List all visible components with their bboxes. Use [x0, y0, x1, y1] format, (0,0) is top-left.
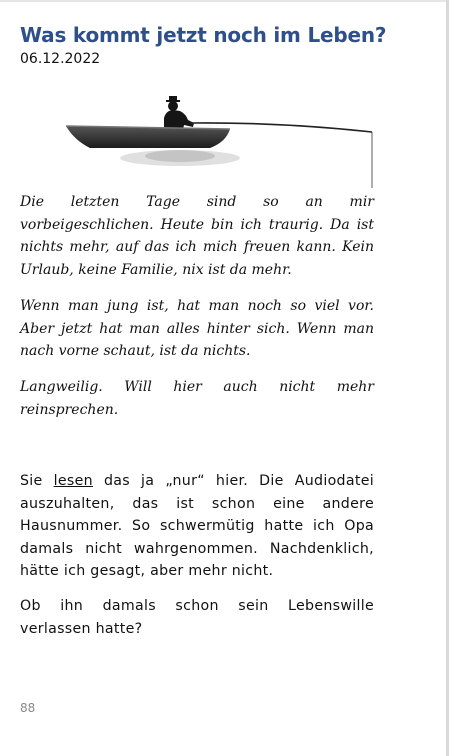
diary-paragraph: Die letzten Tage sind so an mir vorbeigeschlichen. Heute bin ich traurig. Da ist nichts mehr, auf das ich mich freuen kann. Kein Urlaub, keine Familie, nix ist da mehr. [20, 194, 374, 278]
commentary-paragraph: Ob ihn damals schon sein Lebenswille verlassen hatte? [20, 598, 374, 637]
commentary-text: Sie [20, 473, 54, 489]
entry-date: 06.12.2022 [20, 51, 101, 67]
diary-paragraph: Langweilig. Will hier auch nicht mehr reinsprechen. [20, 379, 374, 418]
commentary-paragraph [20, 470, 374, 583]
page-number: 88 [20, 701, 36, 715]
underlined-word: lesen [53, 473, 93, 489]
diary-paragraph: Wenn man jung ist, hat man noch so viel vor. Aber jetzt hat man alles hinter sich. Wenn man nach vorne schaut, ist da nichts. [20, 298, 374, 359]
page-title: Was kommt jetzt noch im Leben? [20, 23, 387, 47]
commentary-text: das ja „nur“ hier. Die Audiodatei auszuhalten, das ist schon eine andere Hausnummer. So schwermütig hatte ich Opa damals nicht wahrgenommen. Nachdenklich, hätte ich gesagt, aber mehr nicht. [20, 473, 374, 579]
top-border [0, 0, 449, 2]
fisherman-boat-icon [60, 96, 380, 188]
